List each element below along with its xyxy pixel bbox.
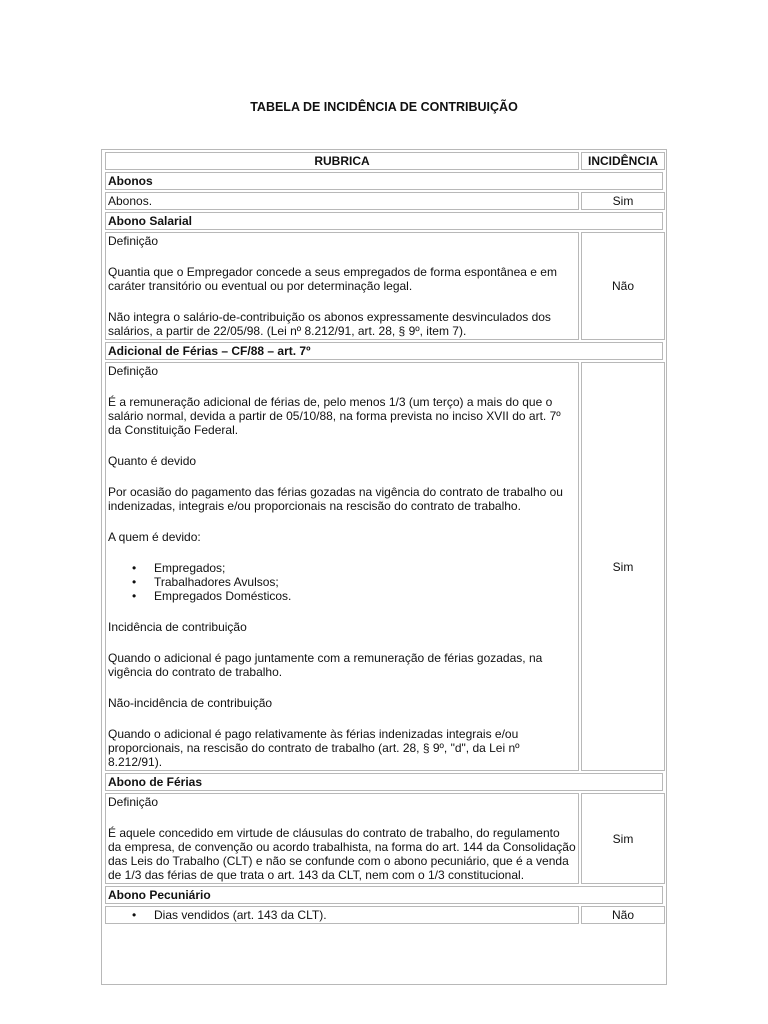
definition-text: É aquele concedido em virtude de cláusulas do contrato de trabalho, do regulamento da empresa, de convenção ou acordo trabalhista, na forma do art. 144 da Consolidação das Leis do Trabalho (CLT) e não se confunde com o abono pecuniário, que é a venda de 1/3 das férias de que trata o art. 143 da CLT, nem com o 1/3 constitucional. bbox=[108, 826, 576, 882]
table-header-row bbox=[105, 152, 666, 170]
incidence-text: Quando o adicional é pago juntamente com a remuneração de férias gozadas, na vigência do contrato de trabalho. bbox=[108, 651, 543, 679]
rubrica-cell bbox=[105, 793, 579, 884]
definition-label: Definição bbox=[108, 234, 159, 248]
section-heading-row bbox=[105, 172, 666, 190]
table-row bbox=[105, 906, 666, 924]
rubrica-text: Abonos. bbox=[108, 194, 153, 208]
beneficiaries-list bbox=[108, 561, 576, 603]
list-item: • Empregados; bbox=[108, 561, 576, 575]
column-header-incidencia: INCIDÊNCIA bbox=[581, 152, 665, 170]
pecuniario-list bbox=[108, 908, 576, 922]
table-row bbox=[105, 793, 666, 884]
definition-label: Definição bbox=[108, 795, 159, 809]
column-header-rubrica: RUBRICA bbox=[105, 152, 579, 170]
document-title: TABELA DE INCIDÊNCIA DE CONTRIBUIÇÃO bbox=[250, 100, 518, 114]
section-heading-abono-pecuniario: Abono Pecuniário bbox=[105, 886, 663, 904]
definition-text: É a remuneração adicional de férias de, pelo menos 1/3 (um terço) a mais do que o salário normal, devida a partir de 05/10/88, na forma prevista no inciso XVII do art. 7º da Constituição Federal. bbox=[108, 395, 561, 437]
list-item: • Trabalhadores Avulsos; bbox=[108, 575, 576, 589]
rubrica-cell bbox=[105, 362, 579, 771]
rubrica-cell bbox=[105, 192, 579, 210]
incidencia-cell: Não bbox=[581, 232, 665, 340]
list-item: • Dias vendidos (art. 143 da CLT). bbox=[108, 908, 576, 922]
incidencia-cell: Sim bbox=[581, 362, 665, 771]
to-whom-label: A quem é devido: bbox=[108, 530, 201, 544]
when-due-text: Por ocasião do pagamento das férias gozadas na vigência do contrato de trabalho ou indenizadas, integrais e/ou proporcionais na rescisão do contrato de trabalho. bbox=[108, 485, 563, 513]
section-heading-abono-salarial: Abono Salarial bbox=[105, 212, 663, 230]
table-row bbox=[105, 362, 666, 771]
table-row bbox=[105, 232, 666, 340]
definition-label: Definição bbox=[108, 364, 159, 378]
rubrica-cell bbox=[105, 906, 579, 924]
incidencia-cell: Sim bbox=[581, 793, 665, 884]
when-due-label: Quanto é devido bbox=[108, 454, 197, 468]
section-heading-abono-ferias: Abono de Férias bbox=[105, 773, 663, 791]
incidencia-cell: Não bbox=[581, 906, 665, 924]
non-incidence-text: Quando o adicional é pago relativamente às férias indenizadas integrais e/ou proporcionais, na rescisão do contrato de trabalho (art. 28, § 9º, "d", da Lei nº 8.212/91). bbox=[108, 727, 520, 769]
list-item: • Empregados Domésticos. bbox=[108, 589, 576, 603]
section-heading-adicional-ferias: Adicional de Férias – CF/88 – art. 7º bbox=[105, 342, 663, 360]
rubrica-cell bbox=[105, 232, 579, 340]
section-heading-row bbox=[105, 342, 666, 360]
section-heading-row bbox=[105, 886, 666, 904]
incidence-table bbox=[101, 149, 667, 985]
section-heading-row bbox=[105, 212, 666, 230]
incidence-label: Incidência de contribuição bbox=[108, 620, 247, 634]
incidencia-cell: Sim bbox=[581, 192, 665, 210]
note-text: Não integra o salário-de-contribuição os abonos expressamente desvinculados dos salários, a partir de 22/05/98. (Lei nº 8.212/91, art. 28, § 9º, item 7). bbox=[108, 310, 551, 338]
table-row bbox=[105, 192, 666, 210]
section-heading-abonos: Abonos bbox=[105, 172, 663, 190]
non-incidence-label: Não-incidência de contribuição bbox=[108, 696, 273, 710]
section-heading-row bbox=[105, 773, 666, 791]
definition-text: Quantia que o Empregador concede a seus empregados de forma espontânea e em caráter transitório ou eventual ou por determinação legal. bbox=[108, 265, 557, 293]
